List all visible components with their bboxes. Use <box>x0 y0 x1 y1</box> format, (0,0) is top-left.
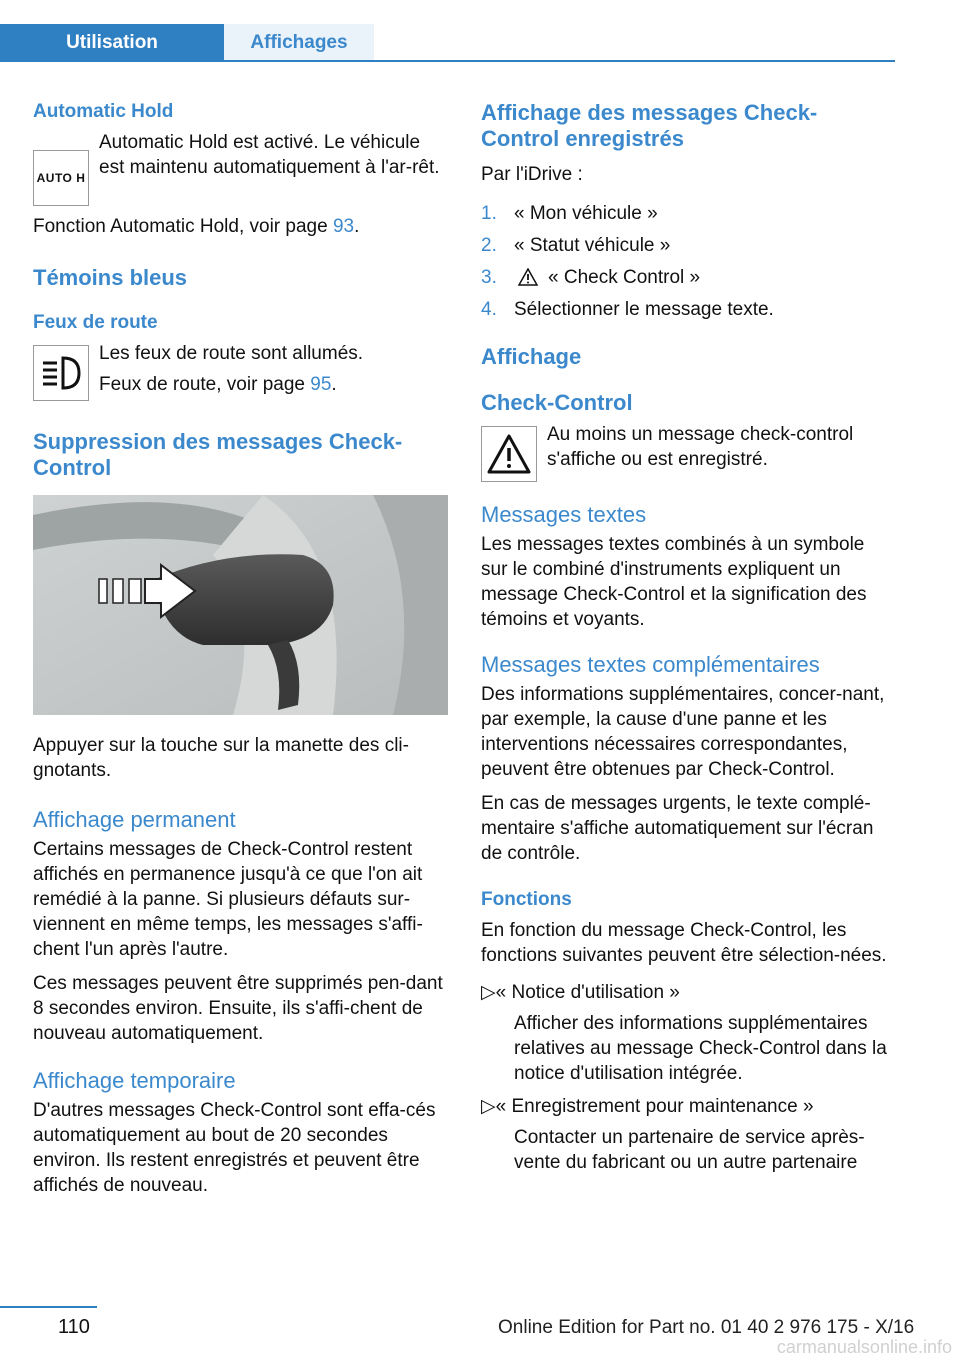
header-tabs <box>0 24 895 62</box>
list-item: ▷ « Enregistrement pour maintenance » Contacter un partenaire de service après-vente du fabricant ou un autre partenaire <box>481 1096 865 1173</box>
left-column <box>33 100 448 1207</box>
feux-row <box>33 341 448 403</box>
compl-title: Messages textes complémentaires <box>481 652 820 677</box>
warning-icon <box>518 268 538 286</box>
auto-hold-desc: Automatic Hold est activé. Le véhicule est maintenu automatiquement à l'ar-rêt. <box>99 132 440 178</box>
tab-affichages[interactable]: Affichages <box>224 24 374 62</box>
auto-hold-ref: Fonction Automatic Hold, voir page 93. <box>33 216 360 237</box>
checkcontrol-row <box>481 422 891 482</box>
permanent-p1: Certains messages de Check-Control restent affichés en permanence jusqu'à ce que l'on ait remédié à la panne. Si plusieurs défauts sur-viennent en même temps, les messages s'affi-chent l'un après l'autre. <box>33 839 423 960</box>
edition-footer: Online Edition for Part no. 01 40 2 976 175 - X/16 <box>498 1317 915 1338</box>
compl-p2: En cas de messages urgents, le texte complé-mentaire s'affiche automatiquement sur l'écran de contrôle. <box>481 793 874 864</box>
fonctions-p: En fonction du message Check-Control, les fonctions suivantes peuvent être sélection-nées. <box>481 920 887 966</box>
auto-hold-page-link[interactable]: 93 <box>332 216 355 237</box>
list-item: 4. Sélectionner le message texte. <box>481 299 774 320</box>
page-number: 110 <box>58 1316 90 1338</box>
stalk-button-photo <box>33 495 448 715</box>
warning-triangle-icon <box>481 426 537 482</box>
auto-hold-icon: AUTO H <box>33 150 89 206</box>
temporaire-p1: D'autres messages Check-Control sont effa-cés automatiquement au bout de 20 secondes environ. Ils restent enregistrés et peuvent être affichés de nouveau. <box>33 1100 436 1196</box>
high-beam-icon <box>33 345 89 401</box>
checkcontrol-heading: Check-Control <box>481 390 633 415</box>
functions-list <box>481 980 891 1175</box>
affichage-title: Affichage <box>481 344 582 369</box>
checkcontrol-desc: Au moins un message check-control s'affiche ou est enregistré. <box>547 424 854 470</box>
compl-p1: Des informations supplémentaires, concer-nant, par exemple, la cause d'une panne et les interventions nécessaires correspondantes, peuvent être obtenues par Check-Control. <box>481 684 885 780</box>
feux-desc: Les feux de route sont allumés. <box>99 343 364 364</box>
feux-heading: Feux de route <box>33 312 158 333</box>
footer-line <box>0 1306 97 1308</box>
feux-ref: Feux de route, voir page 95. <box>99 374 337 395</box>
list-item: 3. « Check Control » <box>481 267 701 288</box>
checkcontrol-text <box>547 422 891 478</box>
right-column <box>481 100 891 1189</box>
auto-hold-heading: Automatic Hold <box>33 101 174 122</box>
permanent-p2: Ces messages peuvent être supprimés pen-dant 8 secondes environ. Ensuite, ils s'affi-chent de nouveau automatiquement. <box>33 973 443 1044</box>
temoins-title: Témoins bleus <box>33 265 188 290</box>
auto-hold-text <box>99 130 448 186</box>
fonctions-heading: Fonctions <box>481 889 572 910</box>
bullet-triangle-icon: ▷ <box>481 982 496 1003</box>
list-item: 2. « Statut véhicule » <box>481 235 671 256</box>
bullet-triangle-icon: ▷ <box>481 1096 496 1117</box>
temporaire-title: Affichage temporaire <box>33 1068 236 1093</box>
feux-text <box>99 341 363 403</box>
textes-p: Les messages textes combinés à un symbole sur le combiné d'instruments expliquent un message Check-Control et la signification des témoins et voyants. <box>481 534 867 630</box>
suppression-title: Suppression des messages Check-Control <box>33 429 403 480</box>
feux-page-link[interactable]: 95 <box>310 374 332 395</box>
permanent-title: Affichage permanent <box>33 807 236 832</box>
auto-hold-row <box>33 130 448 206</box>
tab-utilisation[interactable]: Utilisation <box>0 24 224 62</box>
steps-list <box>481 201 891 322</box>
enreg-title: Affichage des messages Check-Control enregistrés <box>481 100 818 151</box>
list-item: ▷ « Notice d'utilisation » Afficher des informations supplémentaires relatives au message Check-Control dans la notice d'utilisation intégrée. <box>481 982 887 1084</box>
watermark: carmanualsonline.info <box>776 1337 952 1357</box>
enreg-intro: Par l'iDrive : <box>481 164 583 185</box>
suppression-text: Appuyer sur la touche sur la manette des cli-gnotants. <box>33 735 409 781</box>
textes-title: Messages textes <box>481 502 647 527</box>
list-item: 1. « Mon véhicule » <box>481 203 658 224</box>
header-underline <box>0 60 895 62</box>
